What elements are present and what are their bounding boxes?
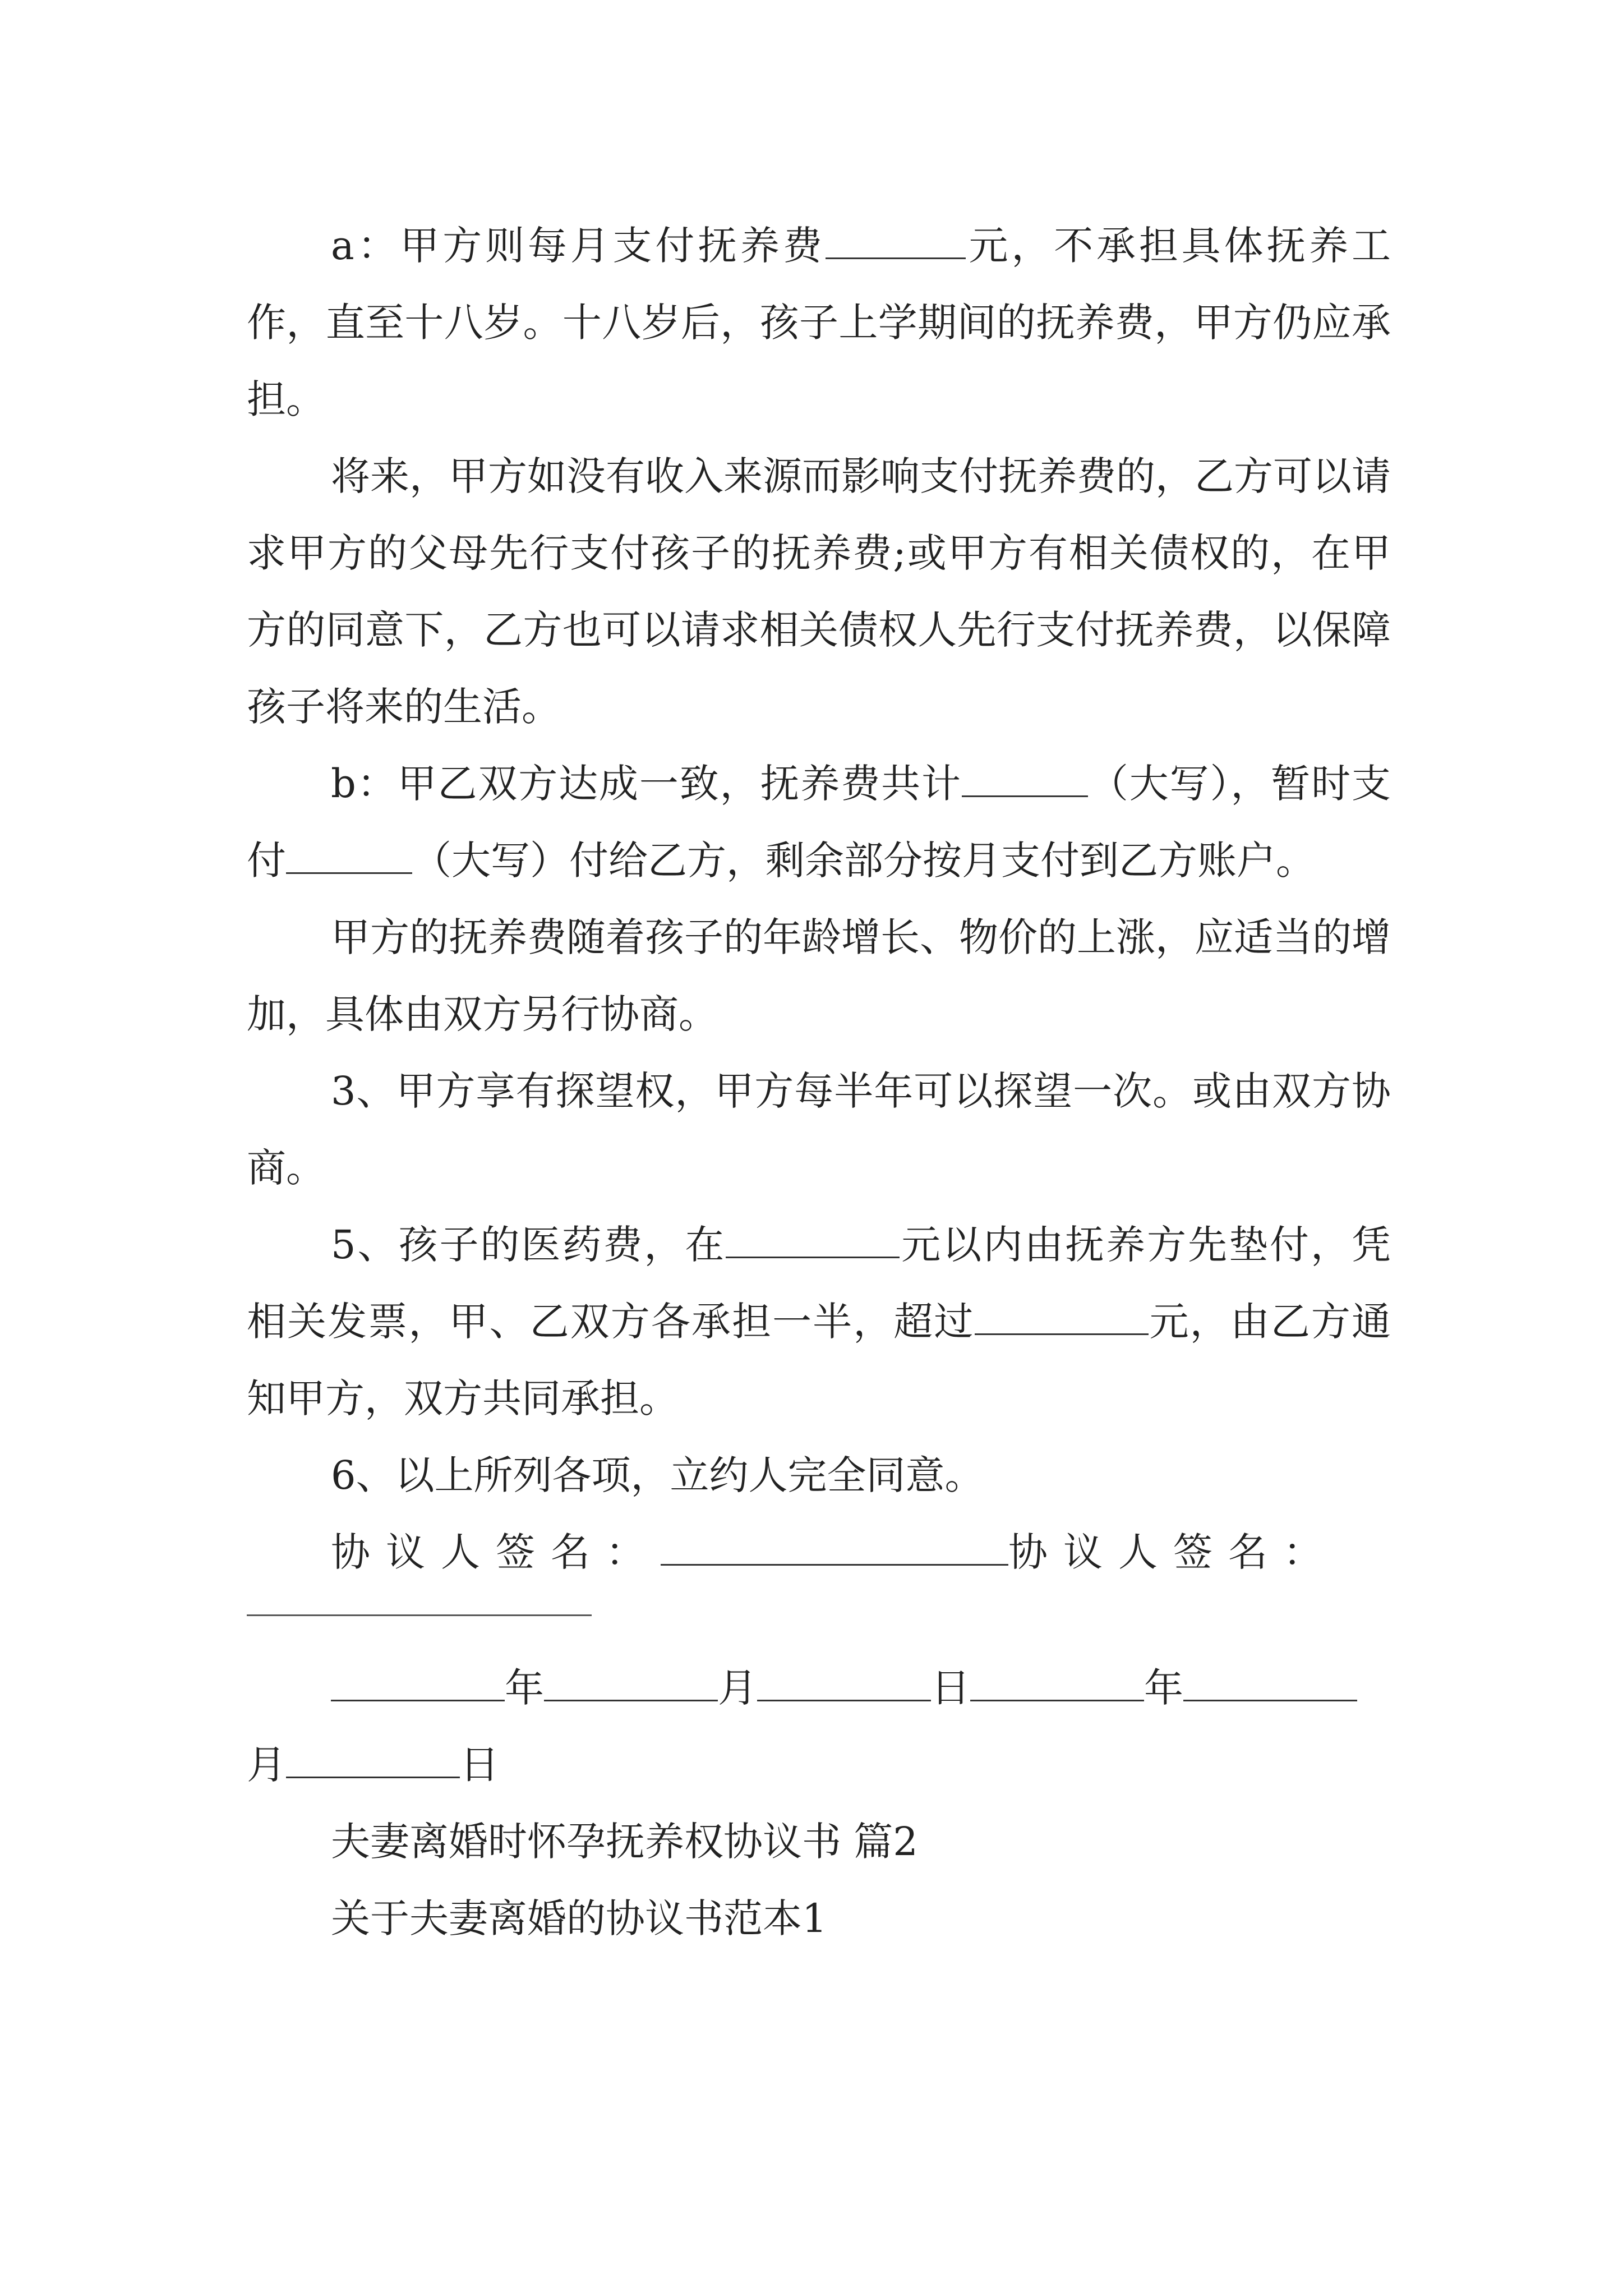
paragraph-agreement: 6、以上所列各项，立约人完全同意。 [331,1452,984,1498]
blank-day [757,1666,931,1701]
subsection-heading: 关于夫妻离婚的协议书范本1 [331,1895,827,1941]
paragraph-text: 元，不承担具体抚养工作，直至十八岁。十八岁后，孩子上学期间的抚养费，甲方仍应承担。 [247,223,1391,422]
paragraph-future-support: 将来，甲方如没有收入来源而影响支付抚养费的，乙方可以请求甲方的父母先行支付孩子的抚养费;或甲方有相关债权的，在甲方的同意下，乙方也可以请求相关债权人先行支付抚养费，以保障孩子将来的生活。 [247,453,1391,730]
document-body [247,208,1391,1957]
blank-medical-excess [975,1300,1149,1335]
paragraph-text: b：甲乙双方达成一致，抚养费共计 [331,761,962,807]
paragraph-support-monthly [247,208,1391,438]
signature-blank-second [247,1613,592,1616]
paragraph-support-increase: 甲方的抚养费随着孩子的年龄增长、物价的上涨，应适当的增加，具体由双方另行协商。 [247,914,1391,1037]
date-line [247,1650,1391,1727]
signature-label: 协议人签名： [331,1529,661,1575]
signature-blank [661,1530,1008,1566]
paragraph-text: a：甲方则每月支付抚养费 [331,223,826,269]
paragraph-text: （大写）付给乙方，剩余部分按月支付到乙方账户。 [412,838,1315,884]
date-month-label: 月 [718,1665,757,1711]
blank-amount [826,224,966,259]
paragraph-text: 5、孩子的医药费，在 [331,1222,726,1268]
section-heading: 夫妻离婚时怀孕抚养权协议书 篇2 [331,1819,918,1865]
signature-label: 协议人签名： [1008,1529,1338,1575]
paragraph-text: 元，由乙方通知甲方，双方共同承担。 [247,1299,1391,1421]
blank-day-2 [286,1743,460,1778]
paragraph-text: 元以内由抚养方先垫付，凭相关发票，甲、乙双方各承担一半，超过 [247,1222,1391,1345]
date-year-label: 年 [505,1665,544,1711]
blank-total-amount [962,762,1088,797]
date-month-label: 月 [247,1742,286,1788]
blank-month [544,1666,718,1701]
paragraph-visitation: 3、甲方享有探望权，甲方每半年可以探望一次。或由双方协商。 [247,1068,1391,1191]
date-line-continued [247,1727,1391,1803]
blank-medical-limit [726,1223,900,1258]
paragraph-text: （大写），暂时支付 [247,761,1391,884]
date-year-label: 年 [1144,1665,1183,1711]
date-day-label: 日 [931,1665,970,1711]
paragraph-medical [247,1207,1391,1437]
blank-initial-amount [286,839,412,874]
blank-month-2 [1183,1666,1357,1701]
signature-line [247,1514,1391,1591]
blank-year-2 [970,1666,1144,1701]
paragraph-support-total [247,746,1391,899]
blank-year [331,1666,505,1701]
date-day-label: 日 [460,1742,499,1788]
